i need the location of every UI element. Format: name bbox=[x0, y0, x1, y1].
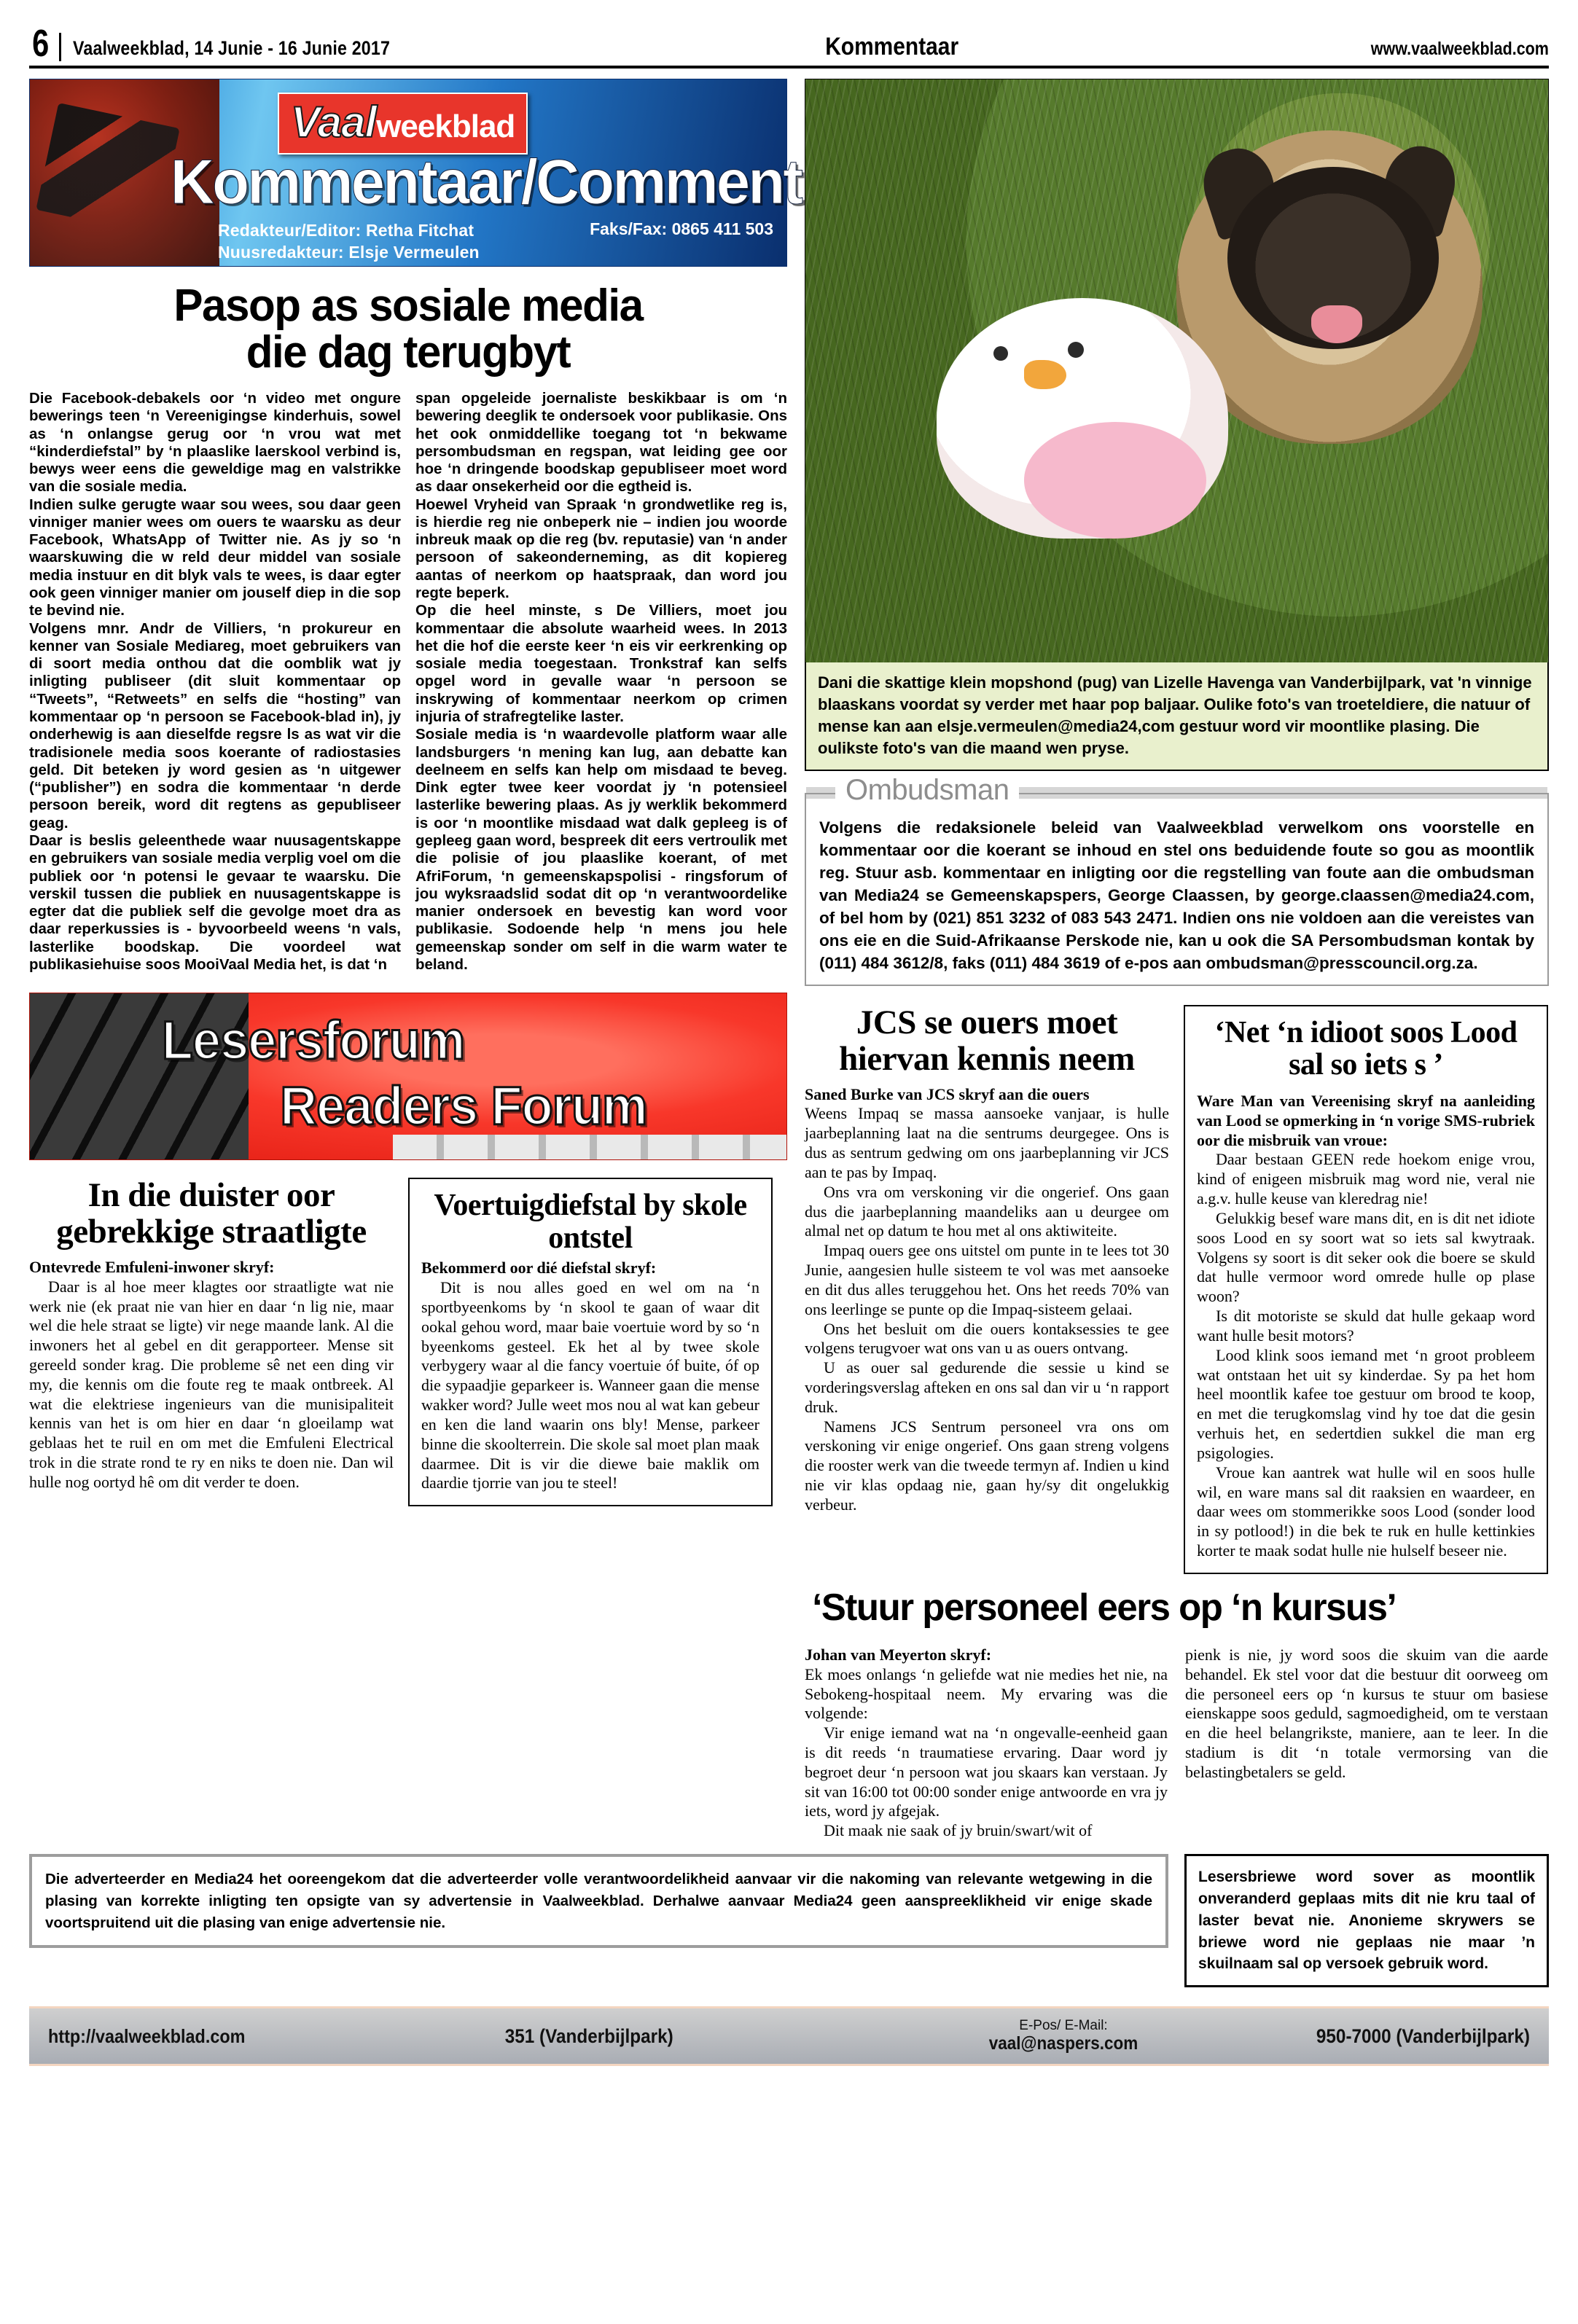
kursus-headline: ‘Stuur personeel eers op ‘n kursus’ bbox=[812, 1586, 1397, 1629]
toy-belly bbox=[1024, 422, 1206, 539]
byline: Ware Man van Vereenising skryf na aanleiding van Lood se opmerking in ‘n vorige SMS-rubriek oor die misbruik van vroue: bbox=[1197, 1091, 1535, 1149]
ombudsman-text: Volgens die redaksionele beleid van Vaalweekblad verwelkom ons voorstelle en kommentaar oor die koerant se inhoud en stel ons beduidende foute so gou as moontlik reg. Stuur asb. kommentaar en inligting oor die regstelling van foute aan die ombudsman van Media24 se Gemeenskapspers, George Claassen, by george.claassen@media24.com, of bel hom by (021) 851 3232 of 083 543 2471. Indien ons nie voldoen aan die vereistes van ons eie en die Suid-Afrikaanse Perskode nie, kan u ook die SA Persombudsman kontak by (011) 484 3612/8, faks (011) 484 3619 of e-pos aan ombudsman@presscouncil.org.za. bbox=[819, 818, 1534, 972]
pug-tongue bbox=[1311, 305, 1362, 343]
toy-eye-left bbox=[993, 346, 1008, 361]
kommentaar-banner bbox=[29, 79, 802, 284]
footer-email-label: E-Pos/ E-Mail: bbox=[1019, 2018, 1108, 2033]
ombudsman-label: Ombudsman bbox=[835, 774, 1019, 807]
readers-letters-columns bbox=[29, 1178, 787, 1506]
pug-photo bbox=[805, 79, 1548, 662]
banner-title: Kommentaar/Comment bbox=[170, 147, 802, 217]
paragraph: pienk is nie, jy word soos die skuim van die aarde behandel. Ek stel voor dat die bestuur dit oorweeg om die personeel eers op ‘n kursus te stuur om basiese eienskappe soos geduld, sagmoedigheid, om te verstaan en die heel belangrikste, maniere, aan te leer. In die stadium is dit ‘n totale vermorsing van die belastingbetalers se geld. bbox=[1185, 1645, 1548, 1781]
lesersforum-title-en: Readers Forum bbox=[280, 1076, 647, 1137]
footer-url[interactable]: http://vaalweekblad.com bbox=[48, 2024, 246, 2047]
pug-photo-block bbox=[805, 79, 1549, 771]
byline: Saned Burke van JCS skryf aan die ouers bbox=[805, 1084, 1090, 1103]
letters-policy: Lesersbriewe word sover as moontlik onveranderd geplaas mits dit nie kru taal of laster bevat nie. Anonieme skrywers se briewe word nie geplaas nie maar ’n skuilnaam sal op versoek gebruik word. bbox=[1184, 1854, 1549, 1987]
main-content bbox=[29, 79, 1549, 1841]
advertiser-disclaimer-wrap bbox=[29, 1854, 1168, 1987]
headline-line-2: die dag terugbyt bbox=[246, 327, 571, 378]
logo-word-weekblad: weekblad bbox=[376, 109, 515, 144]
paragraph: Daar bestaan GEEN rede hoekom enige vrou, kind of enigeen misbruik mag word nie, veral nie a.g.v. hulle keuse van kleredrag nie! bbox=[1197, 1150, 1535, 1208]
paragraph: Vir enige iemand wat na ‘n ongevalle-eenheid gaan is dit reeds ‘n traumatiese ervaring. Daar word jy begroet deur ‘n persoon wat jou skaars kan verstaan. Jy sit van 16:00 tot 00:00 sonder enige antwoorde en vra jy iets, word jy afgejak. bbox=[805, 1724, 1168, 1820]
left-column-block bbox=[29, 79, 802, 1841]
keyboard-image-bottom bbox=[393, 1135, 786, 1159]
headline-line-1: Pasop as sosiale media bbox=[173, 281, 643, 331]
lead-headline bbox=[41, 283, 776, 377]
letters-policy-wrap bbox=[1184, 1854, 1549, 1987]
jcs-article bbox=[805, 1005, 1169, 1574]
byline: Bekommerd oor dié diefstal skryf: bbox=[421, 1259, 657, 1278]
voertuig-headline: Voertuigdiefstal by skole ontstel bbox=[434, 1189, 747, 1255]
after-hours-line: Nuus na ure / After Hours: 083 246 0523 bbox=[218, 265, 539, 284]
advertiser-disclaimer: Die adverteerder en Media24 het ooreengekom dat die adverteerder volle verantwoordelikheid aanvaar vir die nakoming van relevante wetgewing in die plasing van korrekte inligting ten opsigte van sy advertensie in Vaalweekblad. Derhalwe aanvaar Media24 geen aanspreeklikheid vir enige skade voortspruitend uit die plasing van enige advertensie nie. bbox=[29, 1854, 1168, 1948]
jcs-headline: JCS se ouers moet hiervan kennis neem bbox=[839, 1003, 1135, 1078]
toy-eye-right bbox=[1068, 342, 1084, 358]
voertuigdiefstal-article bbox=[408, 1178, 773, 1506]
news-editor-line: Nuusredakteur: Elsje Vermeulen bbox=[218, 243, 480, 262]
byline: Johan van Meyerton skryf: bbox=[805, 1645, 992, 1664]
bottom-disclaimers bbox=[29, 1854, 1549, 1987]
paragraph: U as ouer sal gedurende die sessie u kind se vorderingsverslag afteken en ons sal dan vir u ‘n rapport druk. bbox=[805, 1358, 1169, 1416]
paragraph: Daar is beslis geleenthede waar nuusagentskappe en gebruikers van sosiale media verplig voel om die publiek oor ‘n potensi le gevaar te waarsku. Die verskil tussen die publiek en nuusagentskappe is egter dat die publiek self die gevolge moet dra as daar reperkussies is - byvoorbeeld weens ‘n vals, lasterlike boodskap. Die voordeel wat publikasiehuise soos MooiVaal Media het, is dat ‘n bbox=[29, 832, 401, 973]
paragraph: Op die heel minste, s De Villiers, moet jou kommentaar die absolute waarheid wees. In 2013 het die hof die eerste keer ‘n eis vir eerkrenking op sosiale media toegestaan. Tronkstraf kan selfs opgel word in gevalle waar ‘n persoon se inskrywing of kommentaar neerkom op crimen injuria of strafregtelike laster. bbox=[415, 602, 787, 725]
paragraph: Ons vra om verskoning vir die ongerief. Ons gaan dus die jaarbeplanning maandeliks aan u deurgee om almal net op datum te hou met al ons aktiwiteite. bbox=[805, 1182, 1169, 1240]
kursus-columns bbox=[805, 1646, 1549, 1841]
editor-line: Redakteur/Editor: Retha Fitchat bbox=[218, 221, 474, 240]
header-rule bbox=[59, 33, 1549, 61]
paragraph: Weens Impaq se massa aansoeke vanjaar, is hulle jaarbeplanning laat na die sentrums deurgegee. Ons is dus as sentrum gedwing om ons jaarbeplanning vir JCS aan te pas by Impaq. bbox=[805, 1104, 1169, 1181]
footer-phone-right: 950-7000 (Vanderbijlpark) bbox=[1316, 2024, 1530, 2047]
lead-column-2 bbox=[415, 390, 787, 974]
paragraph: Die Facebook-debakels oor ‘n video met ongure bewerings teen ‘n Vereenigingse kinderhuis, sowel as ‘n onlangse gerug oor ‘n vrou wat met “kinderdiefstal” by ‘n plaaslike laerskool verbind is, bewys weer eens die geweldige mag en valstrikke van die sosiale media. bbox=[29, 389, 401, 496]
publication-date: Vaalweekblad, 14 Junie - 16 Junie 2017 bbox=[72, 37, 390, 59]
kursus-column-2 bbox=[1185, 1646, 1548, 1841]
page-number: 6 bbox=[32, 23, 48, 66]
lead-column-1 bbox=[29, 390, 401, 974]
website-url[interactable]: www.vaalweekblad.com bbox=[1370, 39, 1549, 59]
paragraph: Sosiale media is ‘n waardevolle platform waar alle landsburgers ‘n mening kan lug, aan debatte kan deelneem en selfs kan help om misdaad te beveg. Dink egter twee keer voordat jy ‘n potensieel lasterlike bewering plaas. As jy werklik bekommerd is oor ‘n moontlike misdaad wat dalk gepleeg is of gepleeg gaan word, bespreek dit eers vertroulik met die polisie of jou plaaslike koerant, of met AfriForum, ‘n gemeenskapspolisi - ringsforum of jou wyksraadslid sodat dit op ‘n verantwoordelike manier ondersoek en bevestig kan word voor publikasie. Sodoende help ‘n mens jou hele gemeenskap sonder om self in die warm water te beland. bbox=[415, 726, 787, 973]
vaalweekblad-logo bbox=[278, 93, 528, 154]
page-footer bbox=[29, 2006, 1549, 2066]
footer-phone-left: 351 (Vanderbijlpark) bbox=[504, 2024, 673, 2047]
idioot-body bbox=[1197, 1092, 1535, 1561]
paragraph: Daar is al hoe meer klagtes oor straatligte wat nie werk nie (ek praat nie van hier en daar ‘n lig nie, maar wel die hele straat se ligte) vir nege maande lank. Al die inwoners het al gebel en dit gerapporteer. Mense sit gereeld sonder krag. Die probleme sê net een ding vir my, die kennis om die foute reg te maak ontbreek. Al wat die elektriese ingenieurs van die munisipaliteit kennis van het is om hier en daar ‘n gloeilamp wat geblaas het te ruil en om met die Emfuleni Electrical trok in die strate rond te ry en niks te doen nie. Dan wil hulle nog oortyd hê om dit verder te doen. bbox=[29, 1277, 394, 1491]
page-header bbox=[29, 0, 1549, 66]
lesersforum-banner bbox=[29, 993, 787, 1160]
paragraph: Volgens mnr. Andr de Villiers, ‘n prokureur en kenner van Sosiale Mediareg, moet gebruikers van di soort media onthou dat die oomblik wat jy inligting publiseer (dit sluit kommentaar op “Tweets”, “Retweets” en selfs die “hosting” van kommentaar op ‘n persoon se Facebook-blad in), jy onderhewig is aan dieselfde regsre ls as wat vir die tradisionele media soos koerante of radiostasies geld. Dit beteken jy word gesien as ‘n uitgewer (“publisher”) en sodra die kommentaar ‘n derde persoon bereik, word dit regtens as gepubliseer geag. bbox=[29, 619, 401, 832]
paragraph: Indien sulke gerugte waar sou wees, sou daar geen vinniger manier wees om ouers te waarsku as deur Facebook, WhatsApp of Twitter nie. As jy so ‘n waarskuwing die w reld deur middel van sosiale media instuur en dit blyk vals te wees, is daar egter ook geen vinniger manier om jouself diep in die sop te bevind nie. bbox=[29, 496, 401, 619]
lesersforum-title-af: Lesersforum bbox=[161, 1010, 465, 1071]
paragraph: Impaq ouers gee ons uitstel om punte in te lees tot 30 Junie, aangesien hulle sisteem te vol was met aansoeke en dit dus alles teruggehou het. Ons het reeds 70% van ons leerlinge se punte op die Impaq-sisteem gelaai. bbox=[805, 1241, 1169, 1318]
logo-word-vaal: Vaal bbox=[291, 98, 377, 146]
toy-beak bbox=[1024, 360, 1066, 389]
paragraph: Ek moes onlangs ‘n geliefde wat nie medies het nie, na Sebokeng-hospitaal neem. My ervaring was die volgende: bbox=[805, 1664, 1168, 1723]
kursus-column-1 bbox=[805, 1646, 1168, 1841]
paragraph: span opgeleide joernaliste beskikbaar is om ‘n bewering deeglik te ondersoek voor publikasie. Ons het ook onmiddellike toegang tot ‘n bekwame persombudsman en regspan, wat leiding gee oor hoe ‘n dringende boodskap gepubliseer moet word as daar onsekerheid oor die egtheid is. bbox=[415, 389, 787, 496]
byline: Ontevrede Emfuleni-inwoner skryf: bbox=[29, 1257, 275, 1276]
section-title: Kommentaar bbox=[824, 33, 958, 60]
ombudsman-box bbox=[805, 773, 1549, 986]
straatligte-body bbox=[29, 1258, 394, 1492]
voertuig-body bbox=[421, 1259, 759, 1493]
paragraph: Lood klink soos iemand met ‘n groot probleem wat ontstaan het uit sy kinderdae. Sy pa het hom heel moontlik kafee toe gestuur om brood te koop, en met die terugkomslag vind hy toe dat die gesin verhuis het, en sedertdien sukkel die man erg psigologies. bbox=[1197, 1345, 1535, 1462]
right-column-block bbox=[805, 79, 1549, 1841]
idioot-article bbox=[1184, 1005, 1548, 1574]
fax-line: Faks/Fax: 0865 411 503 bbox=[590, 219, 773, 238]
idioot-headline: ‘Net ‘n idioot soos Lood sal so iets s ’ bbox=[1214, 1015, 1518, 1082]
paragraph: Dit maak nie saak of jy bruin/swart/wit of bbox=[824, 1821, 1093, 1840]
paragraph: Namens JCS Sentrum personeel vra ons om verskoning vir enige ongerief. Ons gaan streng volgens die rooster werk van die tweede termyn af. Indien u kind nie vir klas opdaag nie, gaan hy/sy dit ongelukkig verbeur. bbox=[805, 1417, 1169, 1514]
straatligte-headline: In die duister oor gebrekkige straatligte bbox=[56, 1176, 367, 1251]
paragraph: Ons het besluit om die ouers kontaksessies te gee volgens terugvoer wat ons van u as ouers ontvang. bbox=[805, 1319, 1169, 1358]
paragraph: Vroue kan aantrek wat hulle wil en soos hulle wil, en ware mans sal dit raaksien en waardeer, en daar wees om stommerikke soos Lood (sonder lood in sy potlood!) in die bek te ruk en hulle kettinkies korter te maak sodat hulle nie hulself beseer nie. bbox=[1197, 1463, 1535, 1560]
right-lower-columns bbox=[805, 1005, 1549, 1574]
footer-email-block bbox=[910, 2019, 1216, 2054]
lead-article-columns bbox=[29, 390, 787, 974]
straatligte-article bbox=[29, 1178, 394, 1506]
header-divider bbox=[29, 66, 1549, 69]
paragraph: Dit is nou alles goed en wel om na ‘n sportbyeenkoms by ‘n skool te gaan of waar dit ookal gehou word, maar baie voertuie word by so ‘n byeenkoms gesteel. Ek het al by twee skole verbygery waar al die fancy voertuie óf buite, óf op die sypaadjie geparkeer is. Wanneer gaan die mense wakker word? Julle weet mos nou al wat kan gebeur en ken die land waarin ons bly! Mense, parkeer binne die skoolterrein. Die skole sal moet plan maak daarmee. Dit is vir die diewe baie maklik om daardie tjorrie van jou te steel! bbox=[421, 1278, 759, 1492]
footer-email[interactable]: vaal@naspers.com bbox=[988, 2032, 1138, 2054]
paragraph: Is dit motoriste se skuld dat hulle gekaap word want hulle besit motors? bbox=[1197, 1307, 1535, 1345]
photo-caption: Dani die skattige klein mopshond (pug) van Lizelle Havenga van Vanderbijlpark, vat 'n vinnige blaaskans voordat sy verder met haar pop baljaar. Oulike foto's van troeteldiere, die natuur of mense kan aan elsje.vermeulen@media24,com gestuur word vir moontlike plasing. Die oulikste foto's van die maand wen pryse. bbox=[805, 662, 1548, 770]
paragraph: Gelukkig besef ware mans dit, en is dit net idiote soos Lood en sy soort wat so iets sal kwytraak. Volgens sy soort is dit seker ook die boere se skuld dat hulle vermoor word omrede hulle op plase woon? bbox=[1197, 1208, 1535, 1306]
paragraph: Hoewel Vryheid van Spraak ‘n grondwetlike reg is, is hierdie reg nie onbeperk nie – indien jou woorde inbreuk maak op die reg (bv. reputasie) van ‘n ander persoon of sakeonderneming, as dit kopiereg aantas of neerkom op haatspraak, dan word jou regte beperk. bbox=[415, 496, 787, 602]
jcs-body bbox=[805, 1085, 1169, 1515]
banner-contact-info bbox=[218, 219, 539, 286]
